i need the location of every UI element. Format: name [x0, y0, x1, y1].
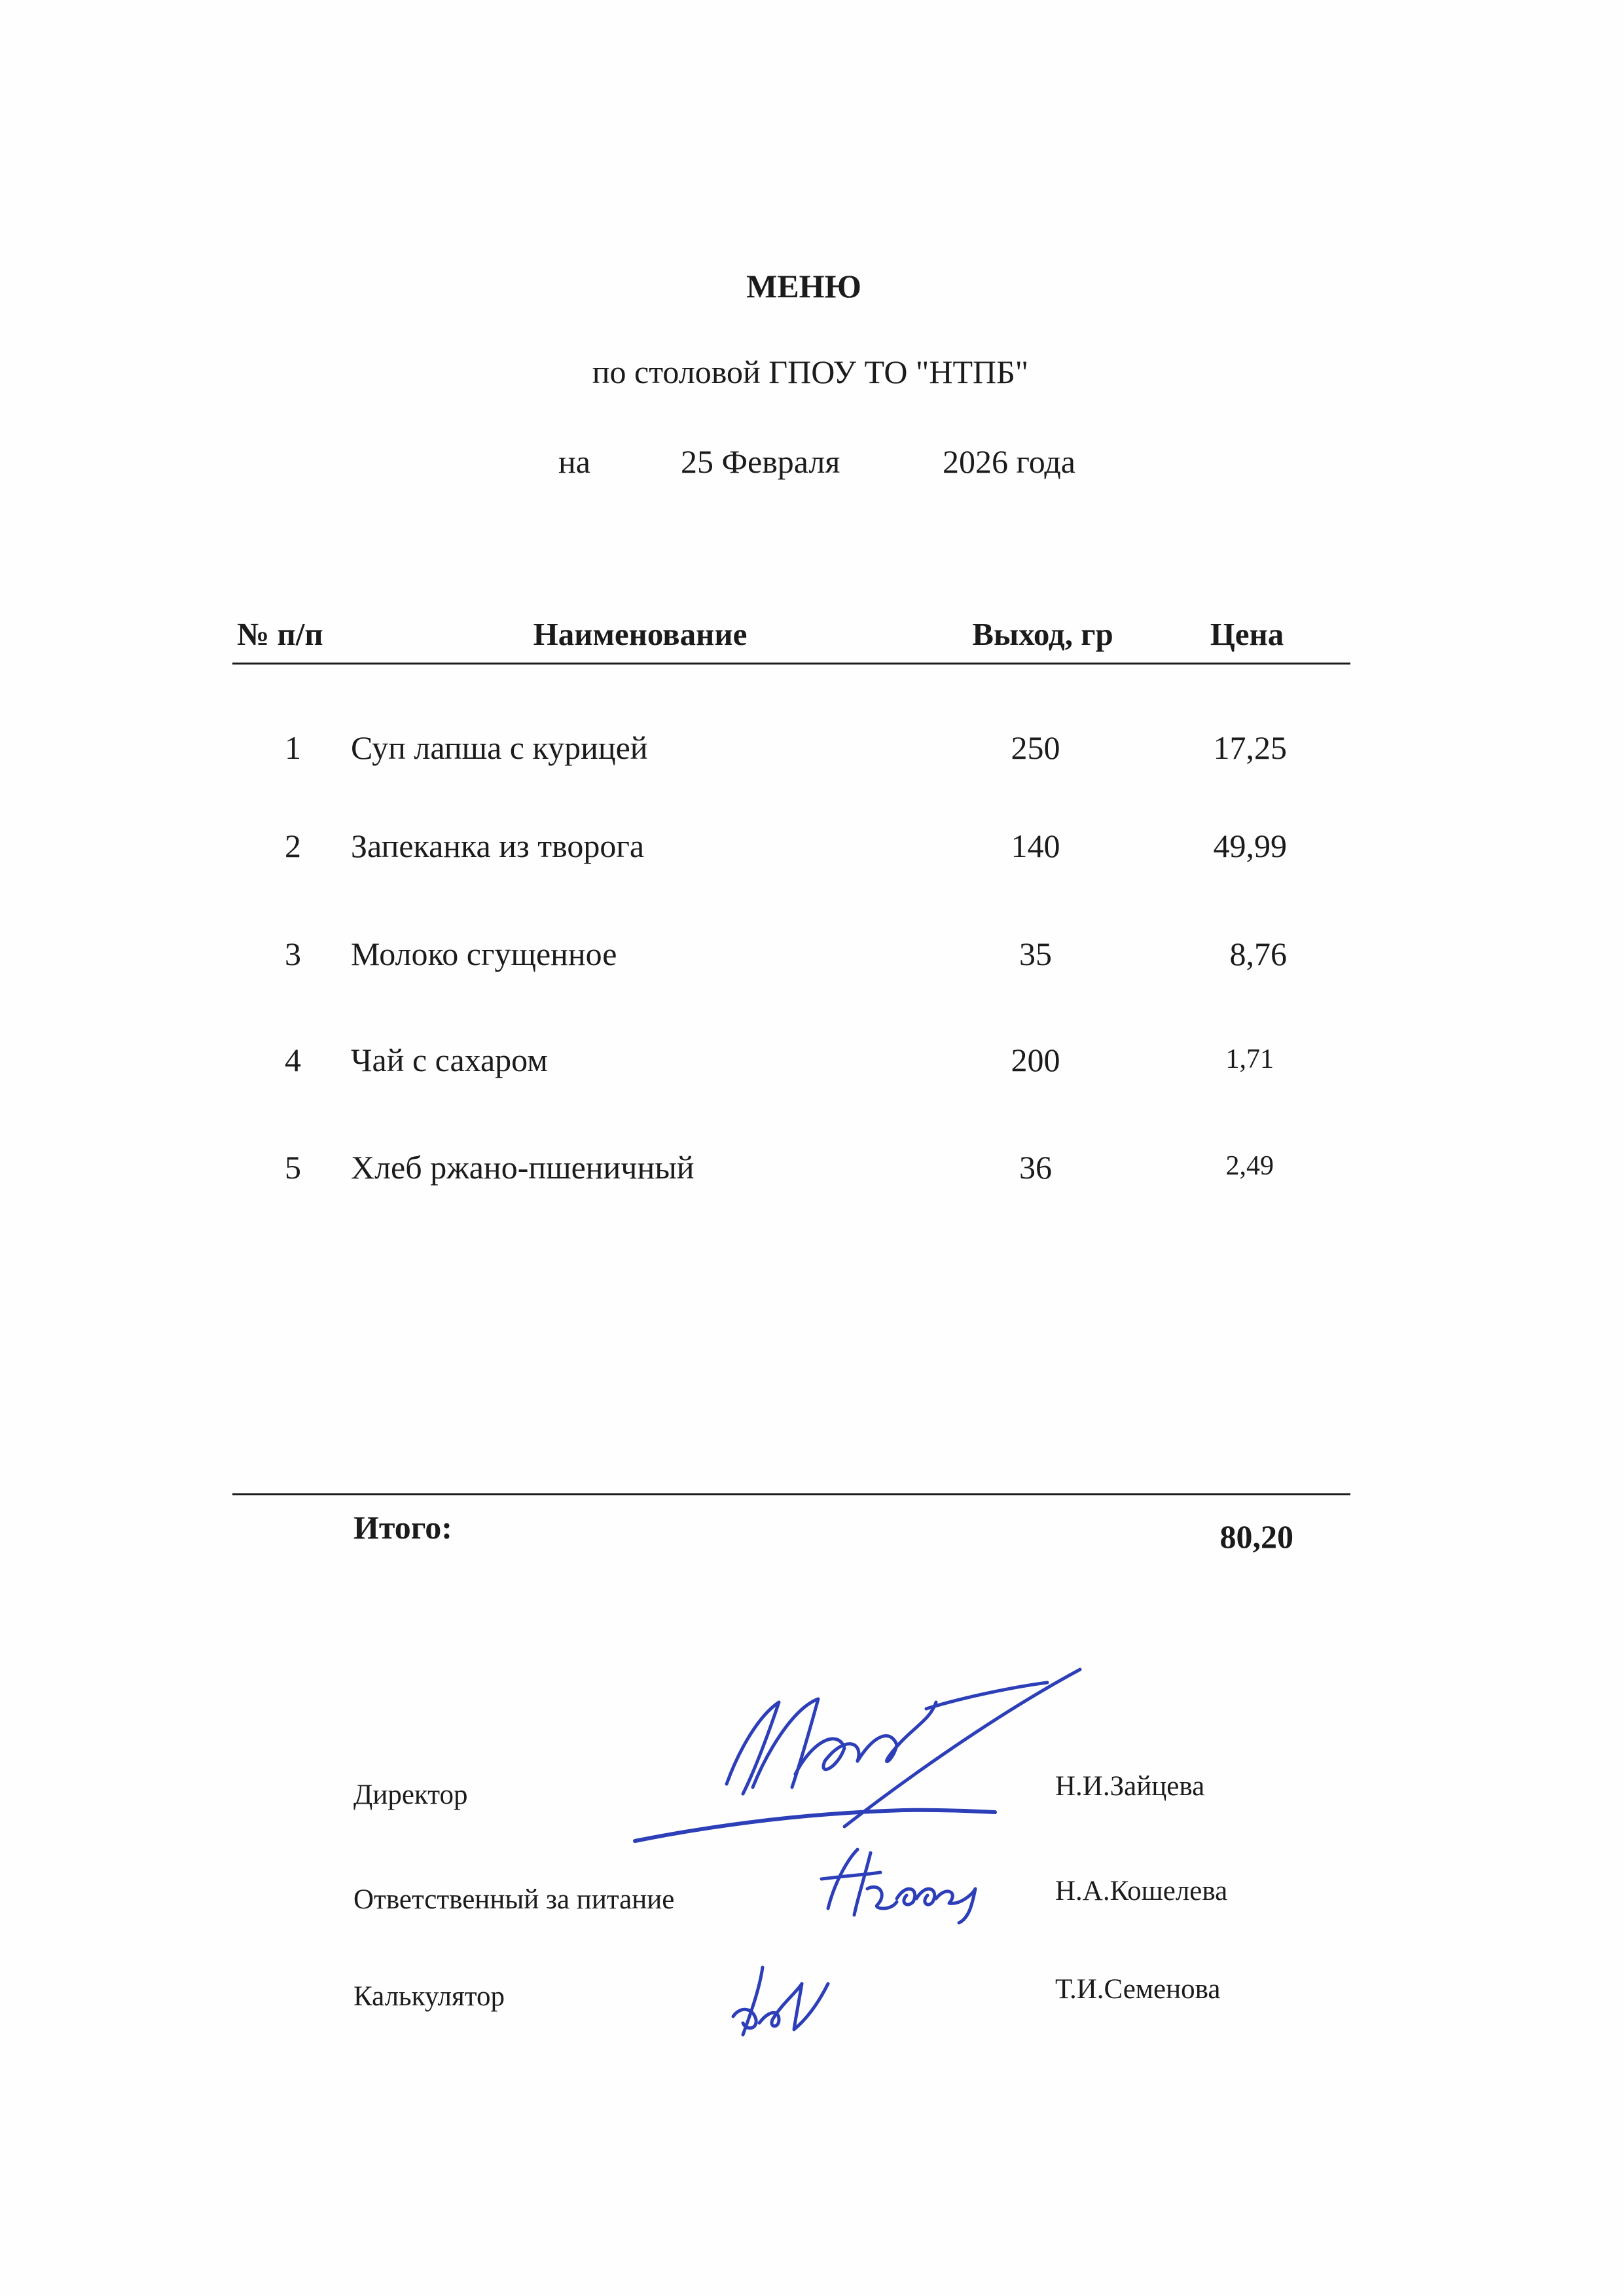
header-divider [232, 663, 1350, 665]
total-label: Итого: [353, 1509, 452, 1546]
row-number: 5 [285, 1149, 301, 1186]
column-header-name: Наименование [533, 616, 748, 652]
document-title: МЕНЮ [746, 268, 861, 304]
row-price: 8,76 [1229, 936, 1287, 972]
total-divider [232, 1493, 1350, 1495]
column-header-weight: Выход, гр [972, 616, 1113, 652]
column-header-number: № п/п [237, 616, 323, 652]
column-header-price: Цена [1210, 616, 1284, 652]
row-name: Суп лапша с курицей [351, 729, 648, 766]
row-price: 49,99 [1213, 828, 1287, 864]
row-name: Запеканка из творога [351, 828, 645, 864]
row-name: Чай с сахаром [351, 1042, 548, 1078]
director-signature-icon [628, 1663, 1087, 1859]
row-number: 4 [285, 1042, 301, 1078]
signature-name-nutrition: Н.А.Кошелева [1055, 1876, 1228, 1906]
row-price: 2,49 [1225, 1151, 1274, 1181]
row-number: 1 [285, 729, 301, 766]
date-prefix: на [558, 443, 590, 480]
document-subtitle: по столовой ГПОУ ТО "НТПБ" [592, 354, 1029, 390]
signature-role-nutrition: Ответственный за питание [353, 1884, 675, 1915]
calculator-signature-icon [723, 1958, 835, 2043]
signature-name-calculator: Т.И.Семенова [1055, 1974, 1221, 2005]
total-value: 80,20 [1219, 1518, 1293, 1555]
row-name: Хлеб ржано-пшеничный [351, 1149, 695, 1186]
row-price: 17,25 [1213, 729, 1287, 766]
row-weight: 35 [1019, 936, 1052, 972]
signature-role-director: Директор [353, 1779, 468, 1810]
row-weight: 200 [1011, 1042, 1060, 1078]
row-name: Молоко сгущенное [351, 936, 617, 972]
date-year: 2026 года [943, 443, 1075, 480]
nutrition-signature-icon [808, 1843, 985, 1928]
row-number: 2 [285, 828, 301, 864]
signature-role-calculator: Калькулятор [353, 1981, 505, 2012]
date-day-month: 25 Февраля [681, 443, 840, 480]
row-weight: 140 [1011, 828, 1060, 864]
row-number: 3 [285, 936, 301, 972]
signature-name-director: Н.И.Зайцева [1055, 1771, 1205, 1802]
row-price: 1,71 [1225, 1044, 1274, 1074]
row-weight: 250 [1011, 729, 1060, 766]
row-weight: 36 [1019, 1149, 1052, 1186]
